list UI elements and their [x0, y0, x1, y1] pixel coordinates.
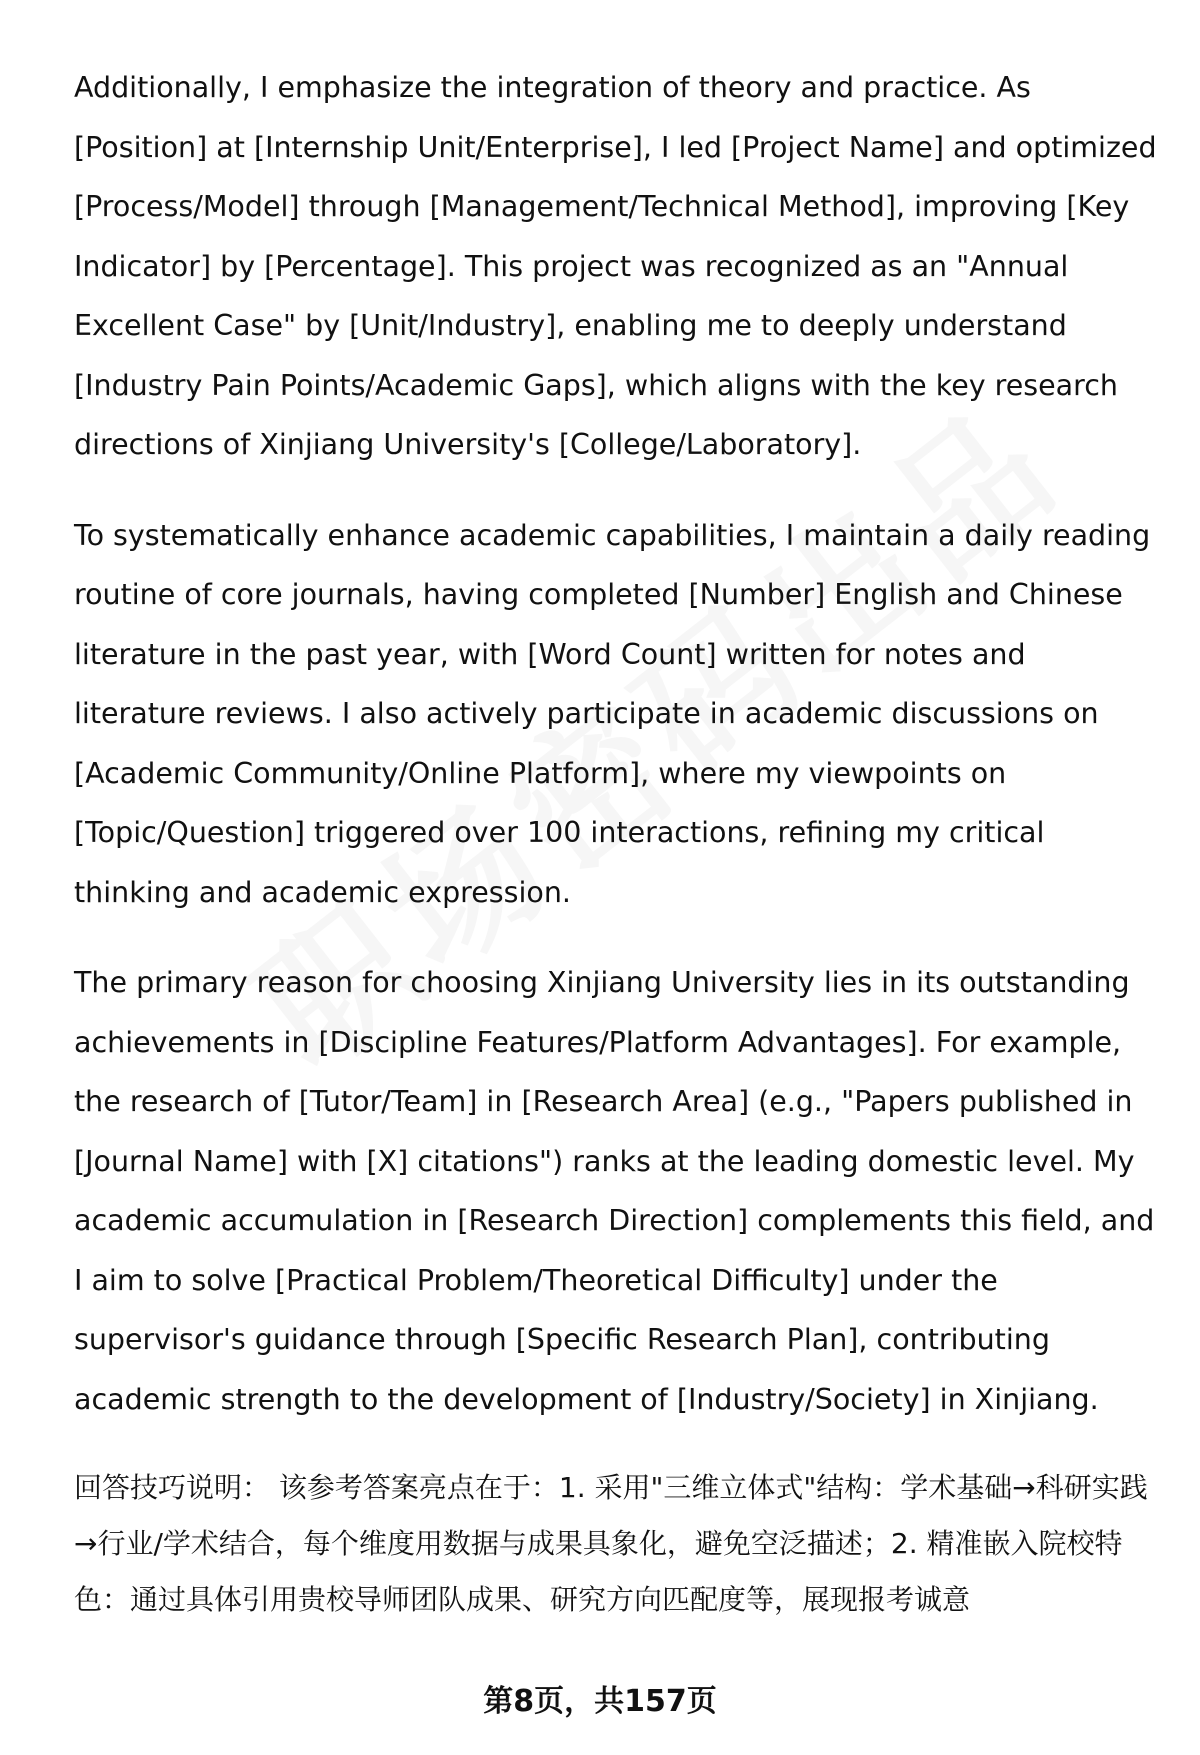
- document-body: [74, 58, 1164, 1659]
- page-number-footer: 第8页，共157页: [483, 1684, 717, 1719]
- answer-tips-paragraph: 回答技巧说明： 该参考答案亮点在于：1. 采用"三维立体式"结构：学术基础→科研实践→行业/学术结合，每个维度用数据与成果具象化，避免空泛描述；2. 精准嵌入院校特色：通过具体引用贵校导师团队成果、研究方向匹配度等，展现报考诚意: [74, 1471, 1148, 1616]
- paragraph-academic-capabilities: To systematically enhance academic capabilities, I maintain a daily reading routine of core journals, having completed [Number] English and Chinese literature in the past year, with [Word Count] written for notes and literature reviews. I also actively participate in academic discussions on [Academic Community/Online Platform], where my viewpoints on [Topic/Question] triggered over 100 interactions, refining my critical thinking and academic expression.: [74, 518, 1151, 909]
- paragraph-reason-for-choosing: The primary reason for choosing Xinjiang University lies in its outstanding achievements in [Discipline Features/Platform Advantages]. For example, the research of [Tutor/Team] in [Research Area] (e.g., "Papers published in [Journal Name] with [X] citations") ranks at the leading domestic level. My academic accumulation in [Research Direction] complements this field, and I aim to solve [Practical Problem/Theoretical Difficulty] under the supervisor's guidance through [Specific Research Plan], contributing academic strength to the development of [Industry/Society] in Xinjiang.: [74, 966, 1155, 1416]
- paragraph-theory-practice: Additionally, I emphasize the integration of theory and practice. As [Position] at [Internship Unit/Enterprise], I led [Project Name] and optimized [Process/Model] through [Management/Technical Method], improving [Key Indicator] by [Percentage]. This project was recognized as an "Annual Excellent Case" by [Unit/Industry], enabling me to deeply understand [Industry Pain Points/Academic Gaps], which aligns with the key research directions of Xinjiang University's [College/Laboratory].: [74, 71, 1157, 461]
